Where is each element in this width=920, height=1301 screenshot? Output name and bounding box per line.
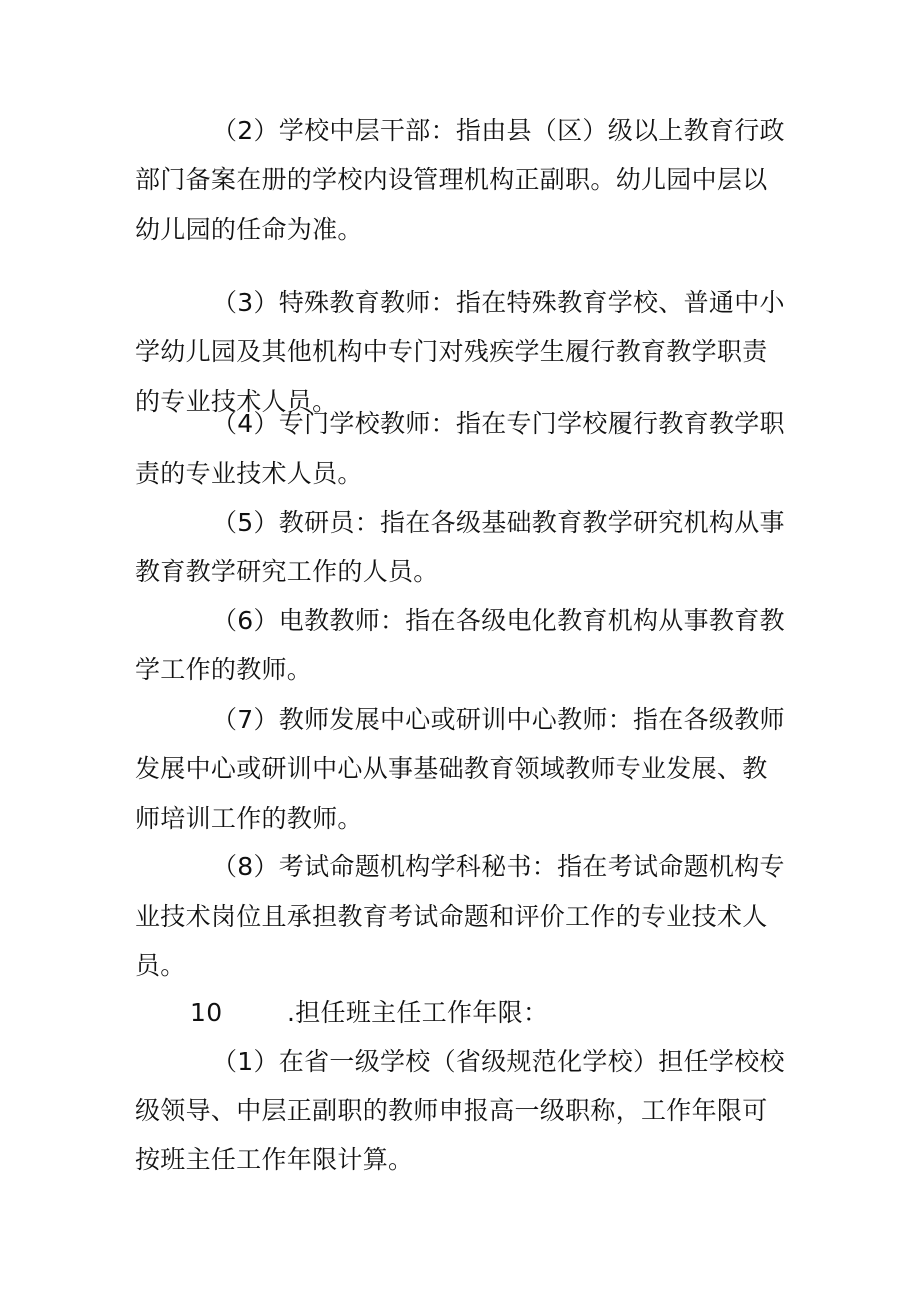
paragraph-2-line-1: （2）学校中层干部：指由县（区）级以上教育行政 xyxy=(212,116,785,145)
paragraph-4-line-2: 责的专业技术人员。 xyxy=(135,459,363,488)
paragraph-8-line-2: 业技术岗位且承担教育考试命题和评价工作的专业技术人 xyxy=(135,902,768,931)
paragraph-7-line-1: （7）教师发展中心或研训中心教师：指在各级教师 xyxy=(212,705,785,734)
final-paragraph-line-2: 级领导、中层正副职的教师申报高一级职称，工作年限可 xyxy=(135,1096,768,1125)
paragraph-5-line-2: 教育教学研究工作的人员。 xyxy=(135,557,439,586)
paragraph-8-line-1: （8）考试命题机构学科秘书：指在考试命题机构专 xyxy=(212,852,785,881)
paragraph-5-line-1: （5）教研员：指在各级基础教育教学研究机构从事 xyxy=(212,508,785,537)
paragraph-7-line-2: 发展中心或研训中心从事基础教育领域教师专业发展、教 xyxy=(135,754,768,783)
paragraph-6-line-1: （6）电教教师：指在各级电化教育机构从事教育教 xyxy=(212,606,785,635)
paragraph-4-line-1: （4）专门学校教师：指在专门学校履行教育教学职 xyxy=(212,409,785,438)
final-paragraph-line-1: （1）在省一级学校（省级规范化学校）担任学校校 xyxy=(212,1047,785,1076)
paragraph-7-line-3: 师培训工作的教师。 xyxy=(135,804,363,833)
paragraph-2-line-2: 部门备案在册的学校内设管理机构正副职。幼儿园中层以 xyxy=(135,165,768,194)
paragraph-8-line-3: 员。 xyxy=(135,951,186,980)
paragraph-6-line-2: 学工作的教师。 xyxy=(135,655,313,684)
section-heading xyxy=(0,989,920,1037)
paragraph-3-line-1: （3）特殊教育教师：指在特殊教育学校、普通中小 xyxy=(212,288,785,317)
paragraph-3-line-2: 学幼儿园及其他机构中专门对残疾学生履行教育教学职责 xyxy=(135,337,768,366)
final-paragraph-line-3: 按班主任工作年限计算。 xyxy=(135,1145,414,1174)
paragraph-3-line-3: 的专业技术人员。 xyxy=(135,387,338,416)
section-heading-number: 10 xyxy=(190,998,223,1027)
paragraph-2-line-3: 幼儿园的任命为准。 xyxy=(135,215,363,244)
section-heading-text: .担任班主任工作年限： xyxy=(287,998,549,1027)
